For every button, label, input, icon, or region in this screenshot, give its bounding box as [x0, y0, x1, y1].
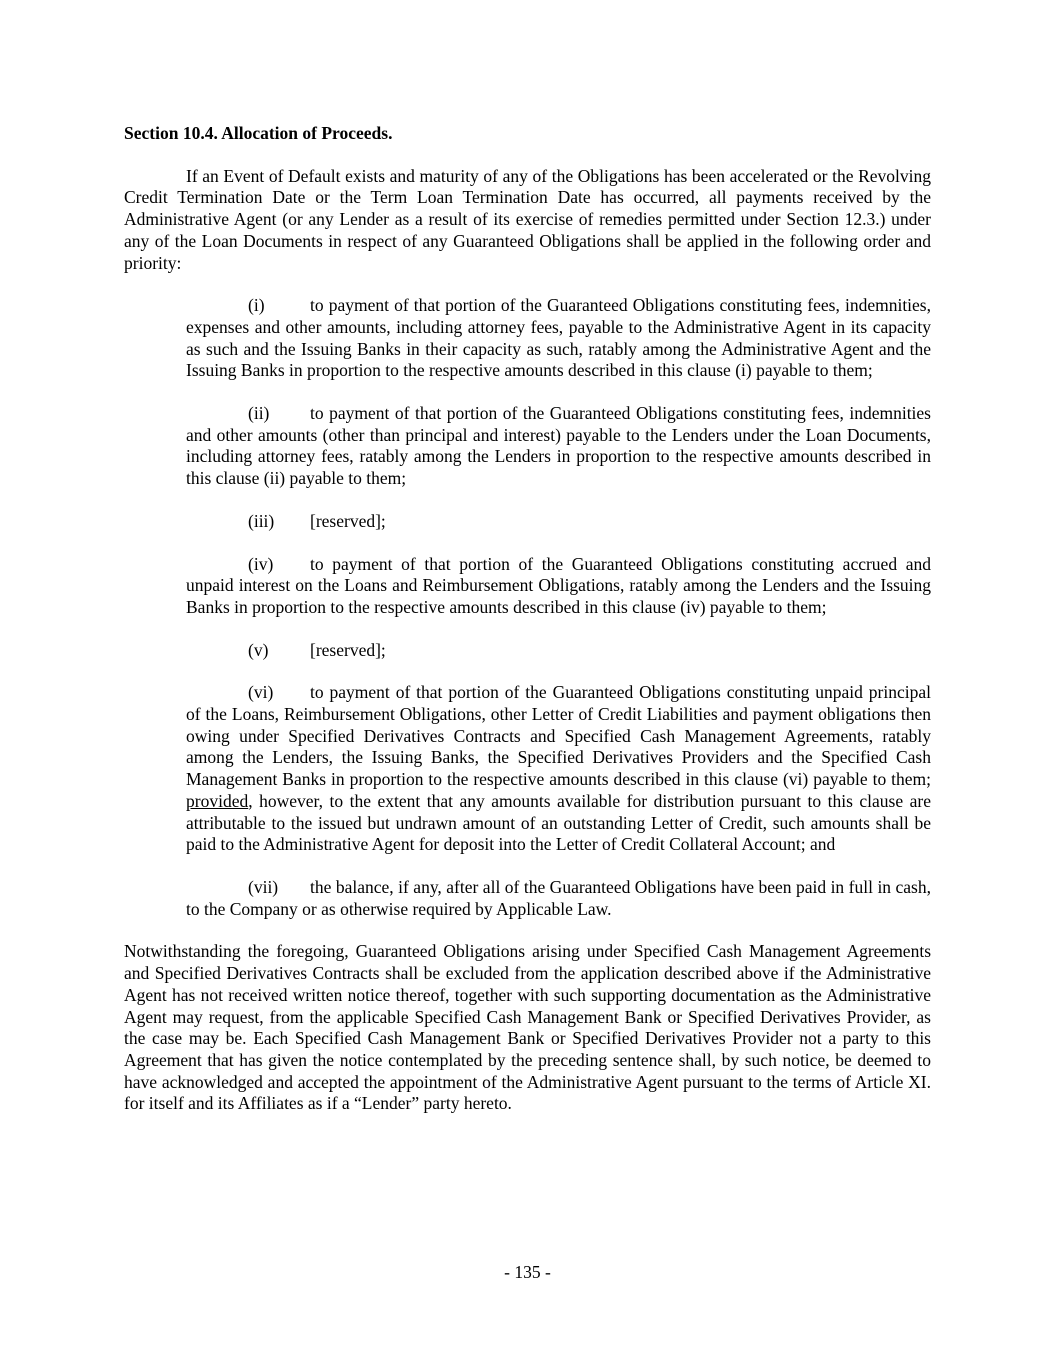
- clause-text: [reserved];: [310, 510, 386, 531]
- section-heading: Section 10.4. Allocation of Proceeds.: [124, 123, 393, 143]
- clause-text: to payment of that portion of the Guaranteed Obligations constituting accrued and unpaid interest on the Loans and Reimbursement Obligations, ratably among the Lenders and the Issuing Banks in proportion to the respective amounts described in this clause (iv) payable to them;: [186, 553, 931, 617]
- clause-text: to payment of that portion of the Guaranteed Obligations constituting fees, indemnities, expenses and other amounts, including attorney fees, payable to the Administrative Agent in its capacity as such and the Issuing Banks in their capacity as such, ratably among the Administrative Agent and the Issuing Banks in proportion to the respective amounts described in this clause (i) payable to them;: [186, 295, 931, 381]
- document-page: [124, 123, 931, 1115]
- clause-vi: [186, 682, 931, 856]
- clause-v: [186, 640, 931, 662]
- clause-number: (iv): [248, 553, 274, 574]
- clause-text-before: to payment of that portion of the Guaranteed Obligations constituting unpaid principal of the Loans, Reimbursement Obligations, other Letter of Credit Liabilities and payment obligations then owing under Specified Derivatives Contracts and Specified Cash Management Agreements, ratably among the Lenders, the Issuing Banks, the Specified Derivatives Providers and the Specified Cash Management Banks in proportion to the respective amounts described in this clause (vi) payable to them;: [186, 682, 931, 790]
- clause-number: (vii): [248, 876, 279, 897]
- clause-text: to payment of that portion of the Guaranteed Obligations constituting fees, indemnities and other amounts (other than principal and interest) payable to the Lenders under the Loan Documents, including attorney fees, ratably among the Lenders in proportion to the respective amounts described in this clause (ii) payable to them;: [186, 403, 931, 489]
- intro-paragraph: If an Event of Default exists and maturity of any of the Obligations has been accelerated or the Revolving Credit Termination Date or the Term Loan Termination Date has occurred, all payments received by the Administrative Agent (or any Lender as a result of its exercise of remedies permitted under Section 12.3.) under any of the Loan Documents in respect of any Guaranteed Obligations shall be applied in the following order and priority:: [124, 165, 931, 273]
- clause-number: (ii): [248, 403, 270, 424]
- clause-iii: [186, 511, 931, 533]
- clause-number: (i): [248, 295, 265, 316]
- clause-number: (vi): [248, 682, 274, 703]
- clause-ii: [186, 403, 931, 490]
- clause-iv: [186, 554, 931, 619]
- closing-paragraph: Notwithstanding the foregoing, Guaranteed Obligations arising under Specified Cash Management Agreements and Specified Derivatives Contracts shall be excluded from the application described above if the Administrative Agent has not received written notice thereof, together with such supporting documentation as the Administrative Agent may request, from the applicable Specified Cash Management Bank or Specified Derivatives Provider, as the case may be. Each Specified Cash Management Bank or Specified Derivatives Provider not a party to this Agreement that has given the notice contemplated by the preceding sentence shall, by such notice, be deemed to have acknowledged and accepted the appointment of the Administrative Agent pursuant to the terms of Article XI. for itself and its Affiliates as if a “Lender” party hereto.: [124, 941, 931, 1114]
- clause-number: (iii): [248, 510, 275, 531]
- page-number: - 135 -: [504, 1262, 551, 1282]
- clause-text: [reserved];: [310, 639, 386, 660]
- clause-text-after: , however, to the extent that any amounts available for distribution pursuant to this clause are attributable to the issued but undrawn amount of an outstanding Letter of Credit, such amounts shall be paid to the Administrative Agent for deposit into the Letter of Credit Collateral Account; and: [186, 790, 931, 855]
- clause-i: [186, 295, 931, 382]
- provided-underlined-term: provided: [186, 790, 249, 811]
- clause-vii: [186, 877, 931, 920]
- clause-text: the balance, if any, after all of the Guaranteed Obligations have been paid in full in cash, to the Company or as otherwise required by Applicable Law.: [186, 876, 931, 919]
- clause-number: (v): [248, 639, 269, 660]
